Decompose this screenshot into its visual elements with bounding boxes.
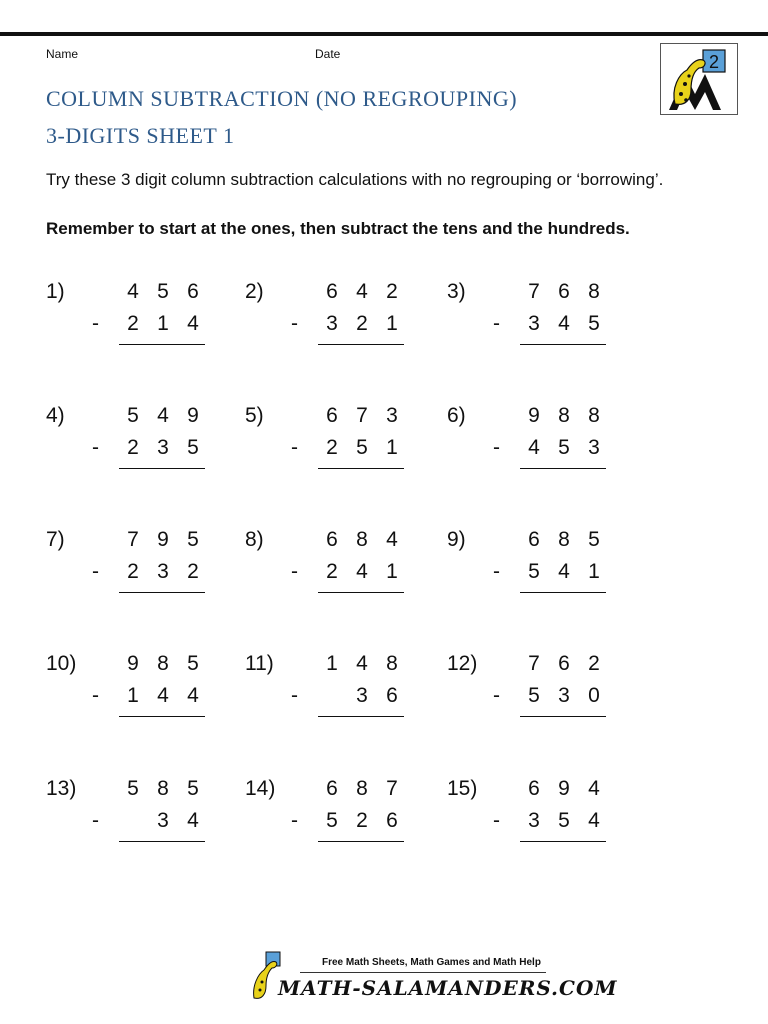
minuend: 9 8 8 [528,404,600,427]
minus-sign: - [493,809,500,832]
minus-sign: - [493,436,500,459]
top-rule [0,32,768,36]
minuend: 6 7 3 [326,404,398,427]
subtrahend: 2 1 4 [127,312,199,335]
logo-badge-number: 2 [708,52,720,72]
subtrahend: 2 3 2 [127,560,199,583]
instructions-bold: Remember to start at the ones, then subtract the tens and the hundreds. [46,219,630,238]
answer-line [119,841,205,842]
problem-number: 15) [447,777,478,800]
minuend: 7 6 2 [528,652,600,675]
answer-line [119,344,205,345]
minuend: 4 5 6 [127,280,199,303]
salamander-logo [660,43,738,115]
problem [447,777,647,847]
problem-number: 14) [245,777,276,800]
subtrahend: 4 5 3 [528,436,600,459]
worksheet-subtitle: 3-DIGITS SHEET 1 [46,123,235,148]
footer-rule [300,972,546,973]
answer-line [318,468,404,469]
subtrahend: 2 5 1 [326,436,398,459]
minuend: 6 8 4 [326,528,398,551]
answer-line [520,344,606,345]
worksheet-title: COLUMN SUBTRACTION (NO REGROUPING) [46,86,518,111]
subtrahend: 2 4 1 [326,560,398,583]
problem [46,528,246,598]
problem [245,652,445,722]
minuend: 5 4 9 [127,404,199,427]
minus-sign: - [493,684,500,707]
problem-number: 12) [447,652,478,675]
problem-number: 4) [46,404,65,427]
footer-tagline: Free Math Sheets, Math Games and Math Help [322,957,541,968]
problem-number: 11) [245,652,274,675]
problem [447,528,647,598]
minuend: 6 8 7 [326,777,398,800]
minuend: 7 6 8 [528,280,600,303]
problem-number: 10) [46,652,77,675]
subtrahend: 3 6 [356,684,398,707]
subtrahend: 3 4 [157,809,199,832]
problem [245,280,445,350]
minus-sign: - [92,684,99,707]
problem-number: 8) [245,528,264,551]
minuend: 6 9 4 [528,777,600,800]
minuend: 1 4 8 [326,652,398,675]
name-label: Name [46,47,79,61]
minus-sign: - [493,560,500,583]
problem [447,404,647,474]
instructions-text: Try these 3 digit column subtraction calculations with no regrouping or ‘borrowing’. [46,170,664,189]
minus-sign: - [291,560,298,583]
problem [447,280,647,350]
problem-number: 6) [447,404,466,427]
problem [46,404,246,474]
date-label: Date [315,47,341,61]
answer-line [318,592,404,593]
subtrahend: 3 4 5 [528,312,600,335]
minuend: 9 8 5 [127,652,199,675]
problem-number: 9) [447,528,466,551]
problem-number: 7) [46,528,65,551]
subtrahend: 5 2 6 [326,809,398,832]
problem-number: 13) [46,777,77,800]
answer-line [520,468,606,469]
subtrahend: 5 4 1 [528,560,600,583]
minus-sign: - [493,312,500,335]
problem-number: 3) [447,280,466,303]
minus-sign: - [291,312,298,335]
problem [46,280,246,350]
answer-line [318,716,404,717]
minus-sign: - [291,684,298,707]
minus-sign: - [92,312,99,335]
minus-sign: - [92,809,99,832]
answer-line [318,841,404,842]
answer-line [119,468,205,469]
subtrahend: 5 3 0 [528,684,600,707]
problem [245,528,445,598]
minus-sign: - [291,809,298,832]
minus-sign: - [291,436,298,459]
problem [245,777,445,847]
subtrahend: 3 2 1 [326,312,398,335]
footer-site-name: MATH-SALAMANDERS.COM [278,976,618,1000]
problem-number: 5) [245,404,264,427]
answer-line [119,716,205,717]
minuend: 7 9 5 [127,528,199,551]
answer-line [520,841,606,842]
subtrahend: 2 3 5 [127,436,199,459]
answer-line [520,716,606,717]
minus-sign: - [92,560,99,583]
subtrahend: 3 5 4 [528,809,600,832]
answer-line [318,344,404,345]
problem [447,652,647,722]
problem-number: 2) [245,280,264,303]
minus-sign: - [92,436,99,459]
problem [245,404,445,474]
answer-line [520,592,606,593]
problem [46,652,246,722]
salamander-logo-icon [661,44,737,114]
problem-number: 1) [46,280,65,303]
minuend: 5 8 5 [127,777,199,800]
answer-line [119,592,205,593]
minuend: 6 4 2 [326,280,398,303]
minuend: 6 8 5 [528,528,600,551]
problem [46,777,246,847]
subtrahend: 1 4 4 [127,684,199,707]
